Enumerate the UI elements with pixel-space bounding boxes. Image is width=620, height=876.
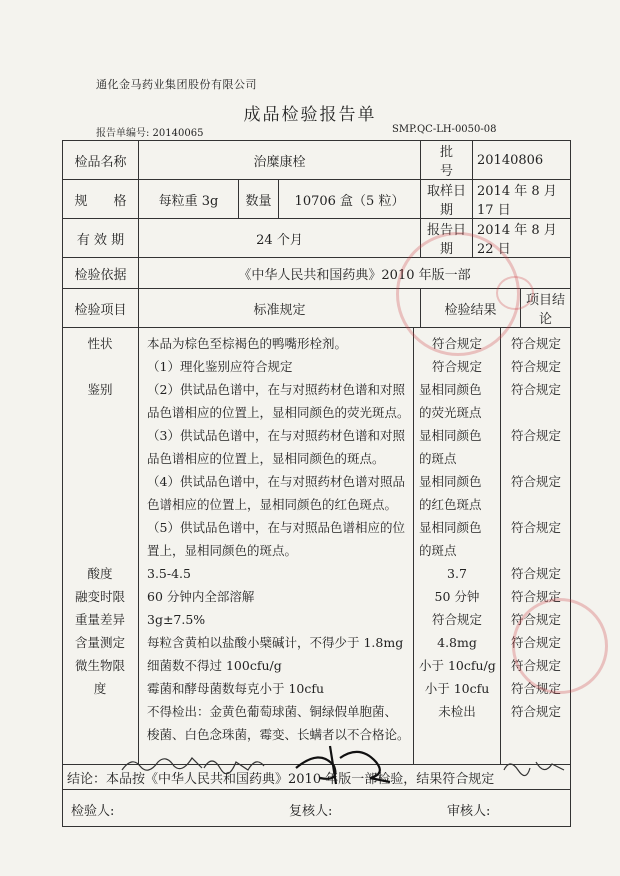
- batch-number: 20140806: [473, 141, 571, 180]
- product-label: 检品名称: [63, 141, 139, 180]
- item-conclusion: 符合规定: [510, 635, 561, 650]
- item-standard-line: 3.5-4.5: [147, 566, 191, 581]
- column-header-conclusion: 项目结论: [521, 289, 571, 328]
- item-standard-line: （4）供试品色谱中，在与对照药材色谱对照品: [147, 474, 405, 489]
- item-standard-line: 色谱相应的位置上，显相同颜色的红色斑点。: [147, 497, 398, 512]
- basis-label: 检验依据: [63, 258, 139, 289]
- report-number: 报告单编号: 20140065: [96, 128, 204, 139]
- batch-label: 批 号: [421, 141, 473, 180]
- item-standard-line: 置上，显相同颜色的斑点。: [147, 543, 298, 558]
- product-name: 治糜康栓: [139, 141, 421, 180]
- item-name: 酸度: [87, 566, 113, 581]
- item-conclusion: 符合规定: [510, 589, 561, 604]
- item-result-line: 3.7: [447, 566, 467, 581]
- item-result-line: 符合规定: [431, 612, 482, 627]
- item-conclusion: 符合规定: [510, 681, 561, 696]
- quantity-value: 10706 盒（5 粒）: [279, 180, 421, 219]
- item-name: 含量测定: [74, 635, 125, 650]
- item-result-line: 显相同颜色: [419, 428, 482, 443]
- company-name: 通化金马药业集团股份有限公司: [96, 78, 257, 91]
- item-result-line: 小于 10cfu: [424, 681, 490, 696]
- item-standard-line: 3g±7.5%: [147, 612, 206, 627]
- item-standard-line: 品色谱相应的位置上，显相同颜色的荧光斑点。: [147, 405, 410, 420]
- basis-value: 《中华人民共和国药典》2010 年版一部: [139, 258, 571, 289]
- item-conclusion: 符合规定: [510, 428, 561, 443]
- reviewer-label: 复核人:: [289, 804, 333, 819]
- item-standard-line: （2）供试品色谱中，在与对照药材色谱和对照: [147, 382, 405, 397]
- item-conclusion: 符合规定: [510, 612, 561, 627]
- item-standard-line: 本品为棕色至棕褐色的鸭嘴形栓剂。: [147, 336, 348, 351]
- item-result-line: 显相同颜色: [419, 382, 482, 397]
- sampling-date: 2014 年 8 月 17 日: [473, 180, 571, 219]
- report-date: 2014 年 8 月 22 日: [473, 219, 571, 258]
- item-result-line: 显相同颜色: [419, 474, 482, 489]
- item-conclusion: 符合规定: [510, 658, 561, 673]
- item-standard-line: （5）供试品色谱中，在与对照品色谱相应的位: [147, 520, 405, 535]
- item-conclusion: 符合规定: [510, 566, 561, 581]
- item-result-line: 显相同颜色: [419, 520, 482, 535]
- column-header-standard: 标准规定: [139, 289, 421, 328]
- inspector-label: 检验人:: [71, 804, 115, 819]
- item-name: 微生物限: [74, 658, 125, 673]
- validity-value: 24 个月: [139, 219, 421, 258]
- item-result-line: 的斑点: [419, 543, 457, 558]
- item-result-line: 符合规定: [431, 336, 482, 351]
- sampling-date-label: 取样日期: [421, 180, 473, 219]
- quantity-label: 数量: [239, 180, 279, 219]
- item-result-line: 4.8mg: [437, 635, 477, 650]
- report-table: [62, 140, 571, 827]
- item-standard-line: 每粒含黄柏以盐酸小檗碱计，不得少于 1.8mg: [147, 635, 404, 650]
- auditor-label: 审核人:: [447, 804, 491, 819]
- item-standard-line: 细菌数不得过 100cfu/g: [147, 658, 282, 673]
- test-items-area: [63, 328, 571, 765]
- item-standard-line: 不得检出：金黄色葡萄球菌、铜绿假单胞菌、: [147, 704, 398, 719]
- item-result-line: 符合规定: [431, 359, 482, 374]
- item-conclusion: 符合规定: [510, 359, 561, 374]
- item-result-line: 50 分钟: [434, 589, 480, 604]
- report-date-label: 报告日期: [421, 219, 473, 258]
- document-code: SMP.QC-LH-0050-08: [392, 124, 497, 135]
- item-standard-line: 60 分钟内全部溶解: [147, 589, 255, 604]
- item-conclusion: 符合规定: [510, 382, 561, 397]
- column-header-item: 检验项目: [63, 289, 139, 328]
- item-conclusion: 符合规定: [510, 336, 561, 351]
- conclusion-text: 结论：本品按《中华人民共和国药典》2010 年版一部检验，结果符合规定: [63, 765, 571, 790]
- item-name: 鉴别: [87, 382, 113, 397]
- reviewer-signature: [290, 738, 400, 788]
- item-name: 融变时限: [74, 589, 125, 604]
- auditor-signature: [500, 752, 570, 782]
- item-conclusion: 符合规定: [510, 474, 561, 489]
- column-header-result: 检验结果: [421, 289, 521, 328]
- validity-label: 有 效 期: [63, 219, 139, 258]
- item-standard-line: （3）供试品色谱中，在与对照药材色谱和对照: [147, 428, 405, 443]
- item-standard-line: （1）理化鉴别应符合规定: [147, 359, 293, 374]
- page-title: 成品检验报告单: [243, 105, 377, 125]
- item-conclusion: 符合规定: [510, 520, 561, 535]
- item-standard-line: 霉菌和酵母菌数每克小于 10cfu: [147, 681, 325, 696]
- item-name: 重量差异: [74, 612, 125, 627]
- item-standard-line: 梭菌、白色念珠菌，霉变、长螨者以不合格论。: [147, 727, 410, 742]
- spec-value: 每粒重 3g: [139, 180, 239, 219]
- signature-row: [63, 790, 571, 827]
- item-name: 度: [93, 681, 107, 696]
- item-result-line: 小于 10cfu/g: [419, 658, 496, 673]
- item-result-line: 的斑点: [419, 451, 457, 466]
- item-result-line: 的荧光斑点: [419, 405, 482, 420]
- item-conclusion: 符合规定: [510, 704, 561, 719]
- item-result-line: 未检出: [438, 704, 476, 719]
- item-name: 性状: [87, 336, 113, 351]
- spec-label: 规 格: [63, 180, 139, 219]
- item-result-line: 的红色斑点: [419, 497, 482, 512]
- item-standard-line: 品色谱相应的位置上，显相同颜色的斑点。: [147, 451, 385, 466]
- inspector-signature-2: [200, 748, 270, 778]
